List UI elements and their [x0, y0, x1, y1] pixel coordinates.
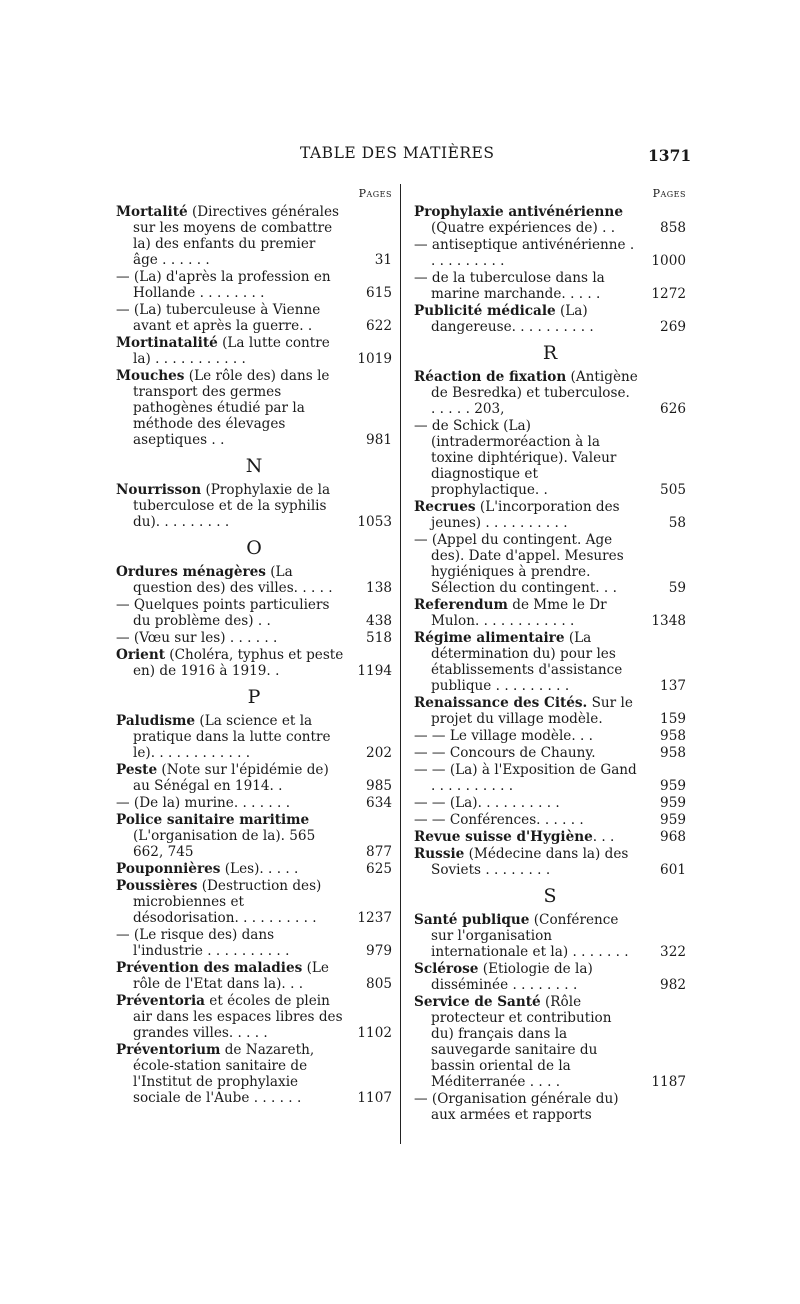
- index-entry: [116, 878, 392, 926]
- entry-page-number: 1237: [357, 910, 392, 926]
- entry-description: (Médecine dans la) des Soviets . . . . . . . .: [431, 846, 629, 878]
- entry-page-number: 1272: [651, 286, 686, 302]
- entry-heading: Poussières: [116, 878, 198, 894]
- index-entry: [116, 482, 392, 530]
- entry-heading: Peste: [116, 762, 158, 778]
- section-letter: P: [247, 686, 261, 708]
- entry-heading: Recrues: [414, 499, 476, 515]
- index-entry: [414, 303, 686, 335]
- section-letter: R: [542, 342, 558, 364]
- right-column: [414, 184, 686, 1124]
- entry-text: [414, 1091, 686, 1123]
- entry-description: de Mme le Dr Mulon. . . . . . . . . . . .: [431, 597, 607, 629]
- entry-description: — — (La). . . . . . . . . .: [414, 795, 560, 811]
- entry-description: (Le rôle des) dans le transport des germes pathogènes étudié par la méthode des élevages aseptiques . .: [133, 368, 330, 448]
- entry-description: — — Le village modèle. . .: [414, 728, 593, 744]
- left-entries: [116, 204, 392, 1106]
- entry-description: — antiseptique antivénérienne . . . . . . . . . .: [414, 237, 635, 269]
- index-entry: [414, 829, 686, 845]
- column-divider: [400, 184, 401, 1144]
- entry-heading: Sclérose: [414, 961, 479, 977]
- entry-page-number: 31: [374, 252, 392, 268]
- index-entry: [116, 204, 392, 268]
- right-entries: [414, 204, 686, 1123]
- entry-page-number: 805: [366, 976, 392, 992]
- index-entry: [414, 369, 686, 417]
- entry-description: — (Le risque des) dans l'industrie . . . . . . . . . .: [116, 927, 290, 959]
- entry-description: — (La) d'après la profession en Hollande . . . . . . . .: [116, 269, 331, 301]
- entry-description: Sur le projet du village modèle.: [431, 695, 633, 727]
- entry-description: (La détermination du) pour les établissements d'assistance publique . . . . . . . . .: [431, 630, 623, 694]
- entry-heading: Mortinatalité: [116, 335, 218, 351]
- entry-page-number: 981: [366, 432, 392, 448]
- entry-page-number: 138: [366, 580, 392, 596]
- pages-column-label: Pages: [652, 187, 686, 200]
- entry-page-number: 1053: [357, 514, 392, 530]
- entry-description: — (La) tuberculeuse à Vienne avant et après la guerre. .: [116, 302, 321, 334]
- entry-page-number: 1102: [357, 1025, 392, 1041]
- entry-page-number: 626: [660, 401, 686, 417]
- entry-heading: Préventoria: [116, 993, 205, 1009]
- entry-page-number: 159: [660, 711, 686, 727]
- page-title: TABLE DES MATIÈRES: [300, 144, 495, 162]
- left-column: [116, 184, 392, 1107]
- index-entry: [414, 994, 686, 1090]
- entry-heading: Réaction de fixation: [414, 369, 567, 385]
- index-entry: [116, 927, 392, 959]
- entry-page-number: 1194: [357, 663, 392, 679]
- index-entry: [116, 1042, 392, 1106]
- entry-page-number: 601: [660, 862, 686, 878]
- entry-heading: Nourrisson: [116, 482, 202, 498]
- entry-page-number: 1019: [357, 351, 392, 367]
- index-entry: [116, 335, 392, 367]
- entry-description: — (De la) murine. . . . . . .: [116, 795, 291, 811]
- entry-description: — — Concours de Chauny.: [414, 745, 596, 761]
- entry-page-number: 137: [660, 678, 686, 694]
- index-entry: [116, 960, 392, 992]
- entry-page-number: 625: [366, 861, 392, 877]
- section-letter: O: [246, 537, 262, 559]
- entry-page-number: 985: [366, 778, 392, 794]
- index-entry: [116, 762, 392, 794]
- index-entry: [414, 695, 686, 727]
- entry-description: (Le rôle de l'Etat dans la). . .: [133, 960, 329, 992]
- entry-heading: Prophylaxie antivénérienne: [414, 204, 623, 220]
- index-entry: [116, 302, 392, 334]
- entry-description: . . .: [592, 829, 615, 845]
- entry-description: (Conférence sur l'organisation internationale et la) . . . . . . .: [431, 912, 629, 960]
- entry-description: — Quelques points particuliers du problème des) . .: [116, 597, 330, 629]
- entry-page-number: 518: [366, 630, 392, 646]
- index-entry: [414, 812, 686, 828]
- entry-heading: Referendum: [414, 597, 508, 613]
- index-entry: [414, 912, 686, 960]
- entry-heading: Publicité médicale: [414, 303, 556, 319]
- entry-description: (Choléra, typhus et peste en) de 1916 à 1919. .: [133, 647, 344, 679]
- index-entry: [414, 532, 686, 596]
- entry-page-number: 438: [366, 613, 392, 629]
- entry-heading: Russie: [414, 846, 465, 862]
- index-entry: [116, 269, 392, 301]
- entry-page-number: 982: [660, 977, 686, 993]
- entry-page-number: 269: [660, 319, 686, 335]
- entry-description: (Les). . . . .: [220, 861, 299, 877]
- entry-page-number: 959: [660, 778, 686, 794]
- entry-page-number: 322: [660, 944, 686, 960]
- entry-page-number: 634: [366, 795, 392, 811]
- entry-page-number: 1000: [651, 253, 686, 269]
- page-number: 1371: [648, 146, 692, 165]
- index-entry: [414, 745, 686, 761]
- entry-page-number: 958: [660, 745, 686, 761]
- index-entry: [116, 597, 392, 629]
- entry-page-number: 505: [660, 482, 686, 498]
- entry-description: — — Conférences. . . . . .: [414, 812, 584, 828]
- entry-heading: Paludisme: [116, 713, 196, 729]
- index-entry: [116, 564, 392, 596]
- entry-description: (Prophylaxie de la tuberculose et de la syphilis du). . . . . . . . .: [133, 482, 331, 530]
- entry-page-number: 1107: [357, 1090, 392, 1106]
- entry-description: — — (La) à l'Exposition de Gand . . . . . . . . . .: [414, 762, 637, 794]
- entry-page-number: 958: [660, 728, 686, 744]
- entry-description: — de la tuberculose dans la marine marchande. . . . .: [414, 270, 605, 302]
- index-entry: [414, 728, 686, 744]
- index-entry: [116, 630, 392, 646]
- pages-column-label: Pages: [358, 187, 392, 200]
- entry-page-number: 622: [366, 318, 392, 334]
- entry-description: de Nazareth, école-station sanitaire de l'Institut de prophylaxie sociale de l'Aube . . . . . .: [133, 1042, 315, 1106]
- entry-description: (La science et la pratique dans la lutte contre le). . . . . . . . . . . .: [133, 713, 331, 761]
- index-entry: [414, 237, 686, 269]
- entry-description: (Rôle protecteur et contribution du) français dans la sauvegarde sanitaire du bassin oriental de la Méditerranée . . . .: [431, 994, 612, 1090]
- entry-heading: Service de Santé: [414, 994, 541, 1010]
- entry-description: (L'organisation de la). 565 662, 745: [133, 828, 316, 860]
- entry-heading: Régime alimentaire: [414, 630, 565, 646]
- section-letter: S: [543, 885, 557, 907]
- entry-page-number: 877: [366, 844, 392, 860]
- index-entry: [116, 713, 392, 761]
- entry-description: (Quatre expériences de) . .: [431, 220, 616, 236]
- entry-description: — de Schick (La) (intradermoréaction à la toxine diphtérique). Valeur diagnostique et prophylactique. .: [414, 418, 617, 498]
- index-entry: [414, 630, 686, 694]
- index-entry: [414, 846, 686, 878]
- entry-heading: Revue suisse d'Hygiène: [414, 829, 593, 845]
- entry-heading: Préventorium: [116, 1042, 221, 1058]
- index-entry: [414, 204, 686, 236]
- entry-description: (La lutte contre la) . . . . . . . . . . .: [133, 335, 330, 367]
- entry-description: (L'incorporation des jeunes) . . . . . . . . . .: [431, 499, 620, 531]
- entry-page-number: 959: [660, 812, 686, 828]
- index-entry: [116, 812, 392, 860]
- entry-page-number: 615: [366, 285, 392, 301]
- entry-page-number: 968: [660, 829, 686, 845]
- entry-description: (Antigène de Besredka) et tuberculose. . . . . . 203,: [431, 369, 638, 417]
- entry-heading: Santé publique: [414, 912, 530, 928]
- entry-description: et écoles de plein air dans les espaces libres des grandes villes. . . . .: [133, 993, 343, 1041]
- index-entry: [414, 1091, 686, 1123]
- entry-page-number: 1348: [651, 613, 686, 629]
- entry-heading: Mouches: [116, 368, 185, 384]
- entry-description: (Destruction des) microbiennes et désodorisation. . . . . . . . . .: [133, 878, 322, 926]
- entry-heading: Orient: [116, 647, 165, 663]
- entry-description: — (Vœu sur les) . . . . . .: [116, 630, 278, 646]
- index-entry: [414, 499, 686, 531]
- index-entry: [116, 368, 392, 448]
- entry-heading: Pouponnières: [116, 861, 221, 877]
- entry-page-number: 202: [366, 745, 392, 761]
- entry-description: — (Appel du contingent. Age des). Date d'appel. Mesures hygiéniques à prendre. Sélection du contingent. . .: [414, 532, 624, 596]
- index-entry: [414, 795, 686, 811]
- entry-heading: Renaissance des Cités.: [414, 695, 588, 711]
- entry-page-number: 1187: [651, 1074, 686, 1090]
- index-entry: [414, 418, 686, 498]
- entry-heading: Ordures ménagères: [116, 564, 266, 580]
- entry-description: (Note sur l'épidémie de) au Sénégal en 1914. .: [133, 762, 329, 794]
- entry-heading: Mortalité: [116, 204, 188, 220]
- index-entry: [414, 762, 686, 794]
- entry-description: — (Organisation générale du) aux armées et rapports: [414, 1091, 619, 1123]
- index-entry: [414, 597, 686, 629]
- entry-description: (La) dangereuse. . . . . . . . . .: [431, 303, 594, 335]
- entry-page-number: 959: [660, 795, 686, 811]
- entry-page-number: 979: [366, 943, 392, 959]
- entry-page-number: 58: [668, 515, 686, 531]
- entry-heading: Police sanitaire maritime: [116, 812, 310, 828]
- index-entry: [116, 795, 392, 811]
- entry-description: (La question des) des villes. . . . .: [133, 564, 333, 596]
- index-entry: [414, 961, 686, 993]
- section-letter: N: [245, 455, 263, 477]
- index-entry: [414, 270, 686, 302]
- index-entry: [116, 993, 392, 1041]
- entry-page-number: 59: [668, 580, 686, 596]
- index-entry: [116, 861, 392, 877]
- entry-description: (Etiologie de la) disséminée . . . . . . . .: [431, 961, 593, 993]
- entry-heading: Prévention des maladies: [116, 960, 303, 976]
- entry-page-number: 858: [660, 220, 686, 236]
- entry-description: (Directives générales sur les moyens de combattre la) des enfants du premier âge . . . . . .: [133, 204, 340, 268]
- index-entry: [116, 647, 392, 679]
